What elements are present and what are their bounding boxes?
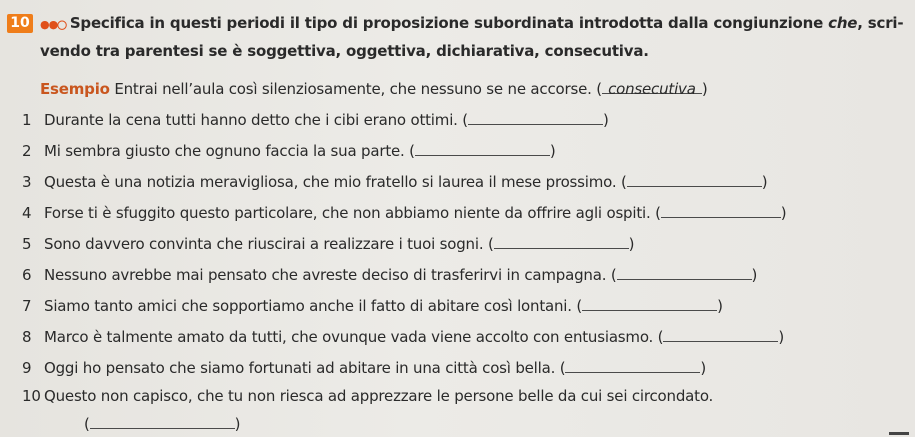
example-text: Entrai nell’aula così silenziosamente, che nessuno se ne accorse. (	[109, 80, 602, 98]
item-text: Siamo tanto amici che sopportiamo anche il fatto di abitare così lontani. (	[44, 297, 583, 315]
item-text: Sono davvero convinta che riuscirai a realizzare i tuoi sogni. (	[44, 235, 494, 253]
list-item	[22, 141, 555, 161]
close-paren: )	[234, 415, 241, 433]
item-number: 9	[22, 359, 32, 377]
list-item	[22, 358, 706, 378]
answer-blank[interactable]	[494, 234, 629, 249]
difficulty-dots-icon: ●●●	[40, 18, 66, 31]
item-text: Questo non capisco, che tu non riesca ad apprezzare le persone belle da cui sei circondato.	[44, 387, 714, 405]
instruction-text: Specifica in questi periodi il tipo di proposizione subordinata introdotta dalla congiunzione	[69, 14, 829, 32]
close-paren: )	[628, 235, 635, 253]
open-paren: (	[84, 415, 90, 433]
exercise-instruction-line2: vendo tra parentesi se è soggettiva, oggettiva, dichiarativa, consecutiva.	[40, 42, 649, 60]
page-edge-mark	[889, 432, 909, 435]
list-item	[22, 386, 713, 406]
item-text: Marco è talmente amato da tutti, che ovunque vada viene accolto con entusiasmo. (	[44, 328, 664, 346]
answer-blank[interactable]	[617, 265, 752, 280]
exercise-instruction-line1	[40, 13, 903, 35]
item-text: Nessuno avrebbe mai pensato che avreste deciso di trasferirvi in campagna. (	[44, 266, 617, 284]
close-paren: )	[780, 204, 787, 222]
answer-blank[interactable]	[90, 414, 235, 429]
item-text: Oggi ho pensato che siamo fortunati ad abitare in una città così bella. (	[44, 359, 566, 377]
item-number: 8	[22, 328, 32, 346]
answer-blank[interactable]	[582, 296, 717, 311]
close-paren: )	[549, 142, 556, 160]
list-item-continuation	[84, 414, 240, 434]
answer-blank[interactable]	[627, 172, 762, 187]
example-label: Esempio	[40, 80, 110, 98]
list-item	[22, 265, 757, 285]
list-item	[22, 110, 609, 130]
item-text: Durante la cena tutti hanno detto che i cibi erano ottimi. (	[44, 111, 468, 129]
close-paren: )	[778, 328, 784, 346]
answer-blank[interactable]	[661, 203, 781, 218]
close-paren: )	[751, 266, 758, 284]
example-answer: consecutiva	[602, 79, 702, 94]
item-number: 7	[22, 297, 32, 315]
close-paren: )	[761, 173, 768, 191]
answer-blank[interactable]	[565, 358, 700, 373]
close-paren: )	[602, 111, 609, 129]
list-item	[22, 296, 723, 316]
item-number: 6	[22, 266, 32, 284]
list-item	[22, 172, 767, 192]
answer-blank[interactable]	[468, 110, 603, 125]
instruction-che: che	[828, 14, 858, 32]
item-number: 4	[22, 204, 32, 222]
answer-blank[interactable]	[415, 141, 550, 156]
item-text: Questa è una notizia meravigliosa, che mio fratello si laurea il mese prossimo. (	[44, 173, 627, 191]
instruction-end: , scri-	[857, 14, 904, 32]
item-text: Mi sembra giusto che ognuno faccia la sua parte. (	[44, 142, 415, 160]
list-item	[22, 234, 634, 254]
example-line	[40, 79, 708, 99]
item-number: 1	[22, 111, 32, 129]
list-item	[22, 203, 786, 223]
close-paren: )	[700, 359, 707, 377]
item-number: 2	[22, 142, 32, 160]
close-paren: )	[717, 297, 723, 315]
item-number: 3	[22, 173, 32, 191]
example-close-paren: )	[701, 80, 708, 98]
exercise-number-badge: 10	[7, 14, 33, 33]
answer-blank[interactable]	[663, 327, 778, 342]
item-number: 5	[22, 235, 32, 253]
item-number: 10	[22, 387, 41, 405]
list-item	[22, 327, 784, 347]
item-text: Forse ti è sfuggito questo particolare, che non abbiamo niente da offrire agli ospiti. (	[44, 204, 661, 222]
